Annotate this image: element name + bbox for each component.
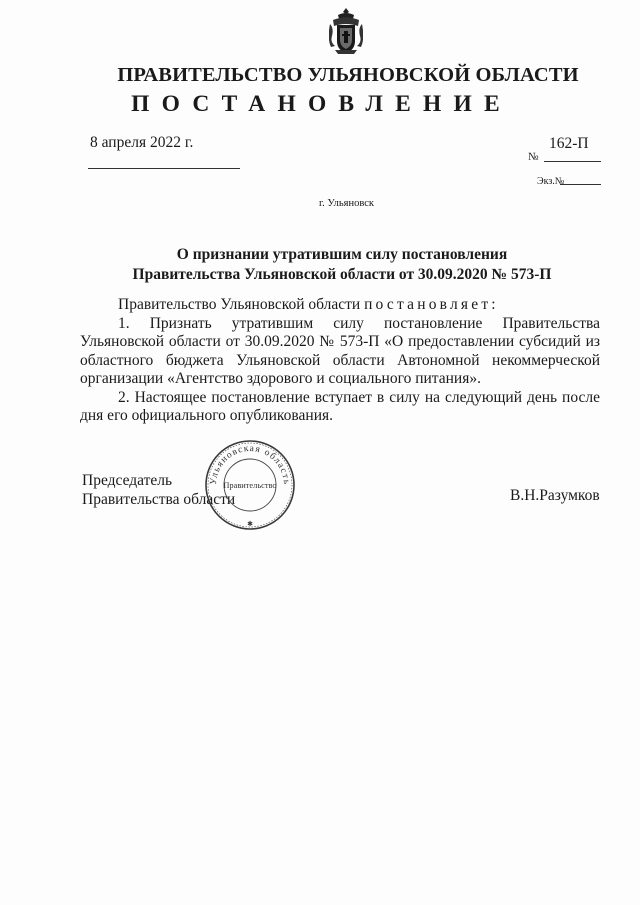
coat-of-arms-icon bbox=[329, 6, 363, 58]
position-line-2: Правительства области bbox=[82, 491, 236, 508]
document-heading bbox=[108, 245, 576, 285]
organization-title: ПРАВИТЕЛЬСТВО УЛЬЯНОВСКОЙ ОБЛАСТИ bbox=[117, 64, 579, 86]
intro-verb: постановляет: bbox=[364, 296, 499, 313]
seal-star-icon: ✱ bbox=[247, 520, 253, 528]
item-1-paragraph: 1. Признать утратившим силу постановление Правительства Ульяновской области от 30.09.2020 № 573-П «О предоставлении субсидий из областного бюджета Ульяновской области Автономной некоммерческой организации «Агентство здорового и социального питания». bbox=[80, 314, 600, 387]
heading-line-2: Правительства Ульяновской области от 30.09.2020 № 573-П bbox=[132, 266, 552, 283]
number-prefix: № bbox=[528, 151, 539, 163]
official-seal bbox=[203, 438, 297, 532]
document-city: г. Ульяновск bbox=[319, 198, 375, 209]
copy-number-underline bbox=[560, 184, 601, 185]
item-2-paragraph: 2. Настоящее постановление вступает в силу на следующий день после дня его официального опубликования. bbox=[80, 388, 600, 424]
signatory-name: В.Н.Разумков bbox=[510, 487, 600, 504]
number-underline bbox=[544, 161, 601, 162]
position-line-1: Председатель bbox=[82, 472, 173, 489]
document-type: ПОСТАНОВЛЕНИЕ bbox=[131, 91, 512, 117]
copy-number-label: Экз.№ bbox=[537, 176, 565, 187]
intro-subject: Правительство Ульяновской области bbox=[118, 296, 361, 313]
svg-text:Ульяновская область bbox=[209, 444, 291, 486]
document-number: 162-П bbox=[549, 135, 589, 152]
date-underline bbox=[88, 168, 240, 169]
seal-outer-text: Ульяновская область bbox=[208, 443, 292, 486]
seal-center-text: Правительство bbox=[223, 481, 277, 490]
document-body bbox=[80, 296, 600, 426]
heading-line-1: О признании утратившим силу постановления bbox=[176, 246, 508, 263]
intro-paragraph bbox=[80, 296, 600, 315]
document-date: 8 апреля 2022 г. bbox=[90, 134, 194, 151]
